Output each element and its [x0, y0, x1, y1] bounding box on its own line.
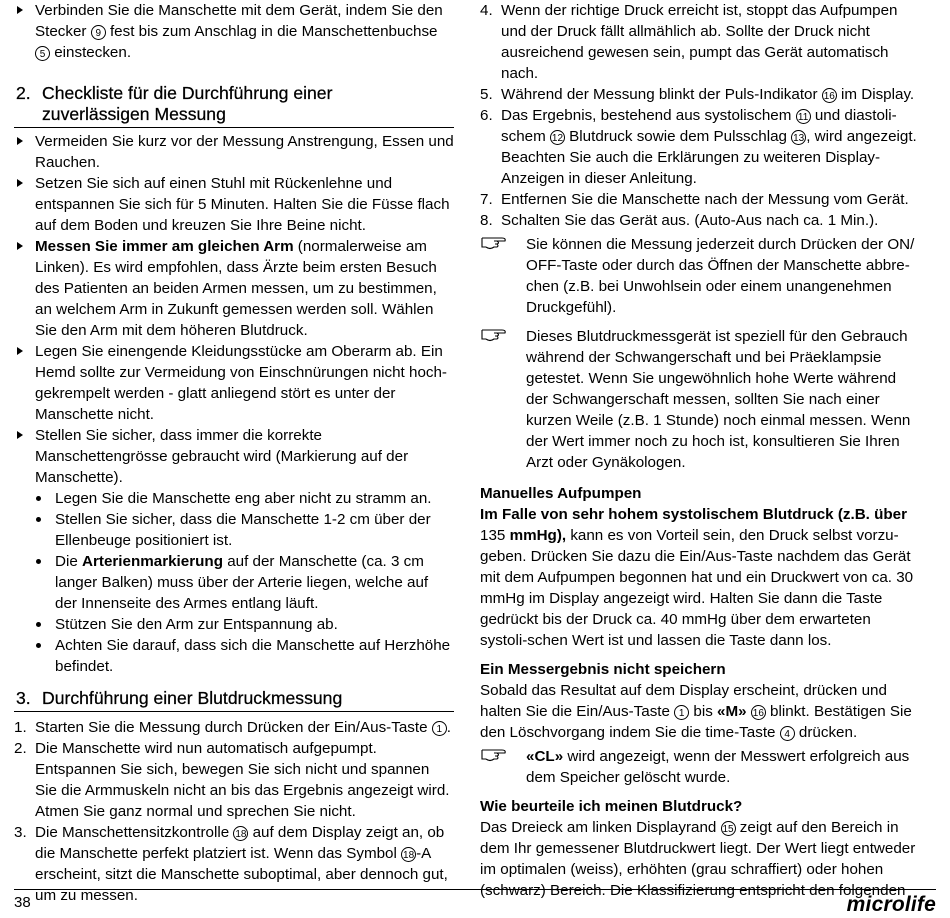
brand-logo: microlife [846, 893, 936, 916]
sub-list-item-artery: Die Arterienmarkierung auf der Manschette (ca. 3 cm langer Balken) muss über der Arterie liegen, welche auf der Innenseite des Armes entlang läuft. [14, 551, 454, 614]
step-4: 4. Wenn der richtige Druck erreicht ist, stoppt das Aufpumpen und der Druck fällt allmählich ab. Sollte der Druck nicht ausreichend gewesen sein, pumpt das Gerät automatisch nach. [480, 2, 898, 82]
note-cl: «CL» wird angezeigt, wenn der Messwert erfolgreich aus dem Speicher gelöscht wurde. [480, 746, 918, 788]
right-column [480, 0, 918, 901]
step-3: 3. Die Manschettensitzkontrolle 18 auf dem Display zeigt an, ob die Manschette perfekt platziert ist. Wenn das Symbol 18 -A erscheint, sitzt die Manschette suboptimal, aber dennoch gut, um zu messen. [14, 824, 448, 904]
note-abort: Sie können die Messung jederzeit durch Drücken der ON/ OFF-Taste oder durch das Öffnen der Manschette abbre-chen (z.B. bei Unwohlsein oder einem unangenehmen Druckgefühl). [480, 234, 918, 318]
list-item: Legen Sie einengende Kleidungsstücke am Oberarm ab. Ein Hemd sollte zur Vermeidung von Einschnürungen nicht hoch-gekrempelt werden - glatt anliegend stört es unter der Manschette nicht. [14, 341, 454, 425]
section-heading-3: 3. Durchführung einer Blutdruckmessung [14, 688, 454, 712]
list-item-same-arm: Messen Sie immer am gleichen Arm (normalerweise am Linken). Es wird empfohlen, dass Ärzte beim ersten Besuch des Patienten an beiden Armen messen, um zu bestimmen, an welchem Arm in Zukunft gemessen werden soll. Wählen Sie den Arm mit dem höheren Blutdruck. [14, 236, 454, 341]
section-title: Checkliste für die Durchführung einer zuverlässigen Messung [42, 83, 333, 124]
paragraph-manual-inflation: Im Falle von sehr hohem systolischem Blutdruck (z.B. über 135 mmHg), kann es von Vorteil sein, den Druck selbst vorzu-geben. Drücken Sie dazu die Ein/Aus-Taste nachdem das Gerät mit dem Aufpumpen begonnen hat und ein Druckwert von ca. 30 mmHg im Display angezeigt wird. Halten Sie dann die Taste gedrückt bis der Druck ca. 40 mmHg über dem erwarteten systoli-schen Wert ist und lassen die Taste dann los. [480, 506, 914, 649]
step-2: 2. Die Manschette wird nun automatisch aufgepumpt. Entspannen Sie sich, bewegen Sie sich nicht und spannen Sie die Armmuskeln nicht an bis das Ergebnis angezeigt wird. Atmen Sie ganz normal und sprechen Sie nicht. [14, 740, 450, 820]
list-item: Stellen Sie sicher, dass immer die korrekte Manschettengrösse gebraucht wird (Markierung auf der Manschette). [14, 425, 454, 488]
step-6: 6. Das Ergebnis, bestehend aus systolischem 11 und diastoli-schem 12 Blutdruck sowie dem Pulsschlag 13 , wird angezeigt. Beachten Sie auch die Erklärungen zu weiteren Display-Anzeigen in dieser Anleitung. [480, 107, 917, 187]
note-pregnancy: Dieses Blutdruckmessgerät ist speziell für den Gebrauch während der Schwangerschaft und bei Präeklampsie getestet. Wenn Sie ungewöhnlich hohe Werte während der Schwangerschaft messen, sollten Sie nach einer kurzen Weile (z.B. 1 Stunde) noch einmal messen. Wenn der Wert immer noch zu hoch ist, konsultieren Sie Ihren Arzt oder Gynäkologen. [480, 326, 918, 473]
paragraph-no-save: Sobald das Resultat auf dem Display erscheint, drücken und halten Sie die Ein/Aus-Taste 1 bis «M» 16 blinkt. Bestätigen Sie den Löschvorgang indem Sie die time-Taste 4 drücken. [480, 682, 912, 741]
pointing-hand-icon [480, 327, 512, 343]
footer-rule [14, 889, 936, 890]
sub-list-item: Legen Sie die Manschette eng aber nicht zu stramm an. [14, 488, 454, 509]
subheading-manual-inflation: Manuelles Aufpumpen [480, 485, 642, 502]
list-item-connect-cuff: Verbinden Sie die Manschette mit dem Gerät, indem Sie den Stecker 9 fest bis zum Anschlag in die Manschettenbuchse 5 einstecken. [14, 0, 454, 63]
sub-list-item: Achten Sie darauf, dass sich die Manschette auf Herzhöhe befindet. [14, 635, 454, 677]
section-title: Durchführung einer Blutdruckmessung [42, 688, 343, 708]
subheading-no-save: Ein Messergebnis nicht speichern [480, 661, 726, 678]
step-5: 5. Während der Messung blinkt der Puls-Indikator 16 im Display. [480, 86, 915, 103]
list-item: Setzen Sie sich auf einen Stuhl mit Rückenlehne und entspannen Sie sich für 5 Minuten. Halten Sie die Füsse flach auf dem Boden und kreuzen Sie Ihre Beine nicht. [14, 173, 454, 236]
step-8: 8. Schalten Sie das Gerät aus. (Auto-Aus nach ca. 1 Min.). [480, 212, 879, 229]
pointing-hand-icon [480, 747, 512, 763]
paragraph-judge: Das Dreieck am linken Displayrand 15 zeigt auf den Bereich in dem Ihr gemessener Blutdruckwert liegt. Der Wert liegt entweder im optimalen (weiss), erhöhten (grau schraffiert) oder hohen (schwarz) Bereich. Die Klassifizierung entspricht den folgenden [480, 819, 916, 899]
section-heading-2: 2. Checkliste für die Durchführung einer zuverlässigen Messung [14, 83, 454, 128]
subheading-judge: Wie beurteile ich meinen Blutdruck? [480, 798, 743, 815]
list-item: Vermeiden Sie kurz vor der Messung Anstrengung, Essen und Rauchen. [14, 131, 454, 173]
pointing-hand-icon [480, 235, 512, 251]
page-number: 38 [14, 894, 31, 911]
step-1: 1. Starten Sie die Messung durch Drücken der Ein/Aus-Taste 1 . [14, 719, 451, 736]
sub-list-item: Stellen Sie sicher, dass die Manschette 1-2 cm über der Ellenbeuge positioniert ist. [14, 509, 454, 551]
left-column [14, 0, 454, 906]
step-7: 7. Entfernen Sie die Manschette nach der Messung vom Gerät. [480, 191, 909, 208]
sub-list-item: Stützen Sie den Arm zur Entspannung ab. [14, 614, 454, 635]
